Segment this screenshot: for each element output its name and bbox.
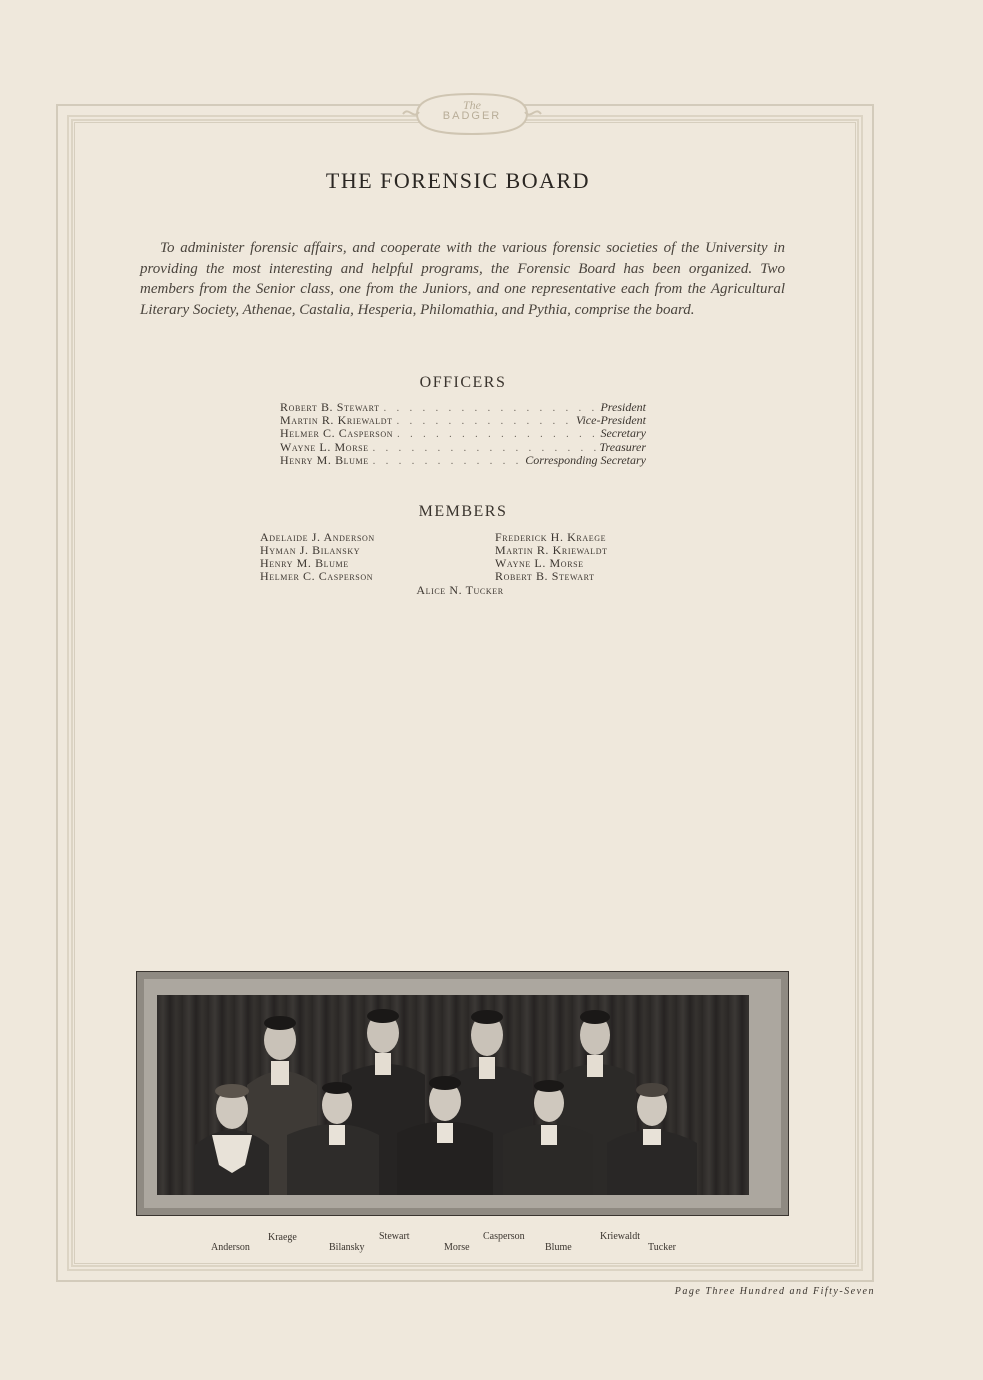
caption-top: Kraege: [268, 1232, 297, 1243]
members-list: [260, 531, 680, 583]
officer-name: Martin R. Kriewaldt: [280, 413, 393, 428]
member-name: Frederick H. Kraege: [495, 530, 607, 544]
officer-row: [280, 441, 646, 454]
officer-role: Corresponding Secretary: [525, 452, 646, 467]
member-name: Henry M. Blume: [260, 556, 349, 570]
group-photo-frame: [136, 971, 789, 1216]
officer-role: Vice-President: [576, 413, 646, 428]
officer-role: Treasurer: [599, 439, 646, 454]
page-number-footer: Page Three Hundred and Fifty-Seven: [674, 1286, 875, 1297]
caption-top: Casperson: [483, 1231, 525, 1242]
caption-top: Kriewaldt: [600, 1231, 640, 1242]
officer-name: Robert B. Stewart: [280, 400, 380, 414]
group-photo: [157, 995, 749, 1195]
caption-bottom: Tucker: [648, 1242, 676, 1253]
cartouche-badger: BADGER: [442, 110, 502, 122]
member-name: Wayne L. Morse: [495, 556, 584, 570]
members-heading: MEMBERS: [418, 503, 508, 520]
leader-dots: [397, 415, 572, 428]
member-name: Robert B. Stewart: [495, 569, 595, 583]
leader-dots: [397, 428, 596, 441]
caption-bottom: Anderson: [211, 1242, 250, 1253]
officer-name: Wayne L. Morse: [280, 439, 369, 454]
member-name: Hyman J. Bilansky: [260, 543, 361, 557]
caption-bottom: Morse: [444, 1242, 470, 1253]
officer-name: Helmer C. Casperson: [280, 426, 394, 441]
officer-name: Henry M. Blume: [280, 452, 369, 467]
badger-cartouche: [397, 90, 547, 138]
officer-role: President: [600, 400, 646, 414]
officer-role: Secretary: [600, 426, 646, 441]
member-name: Adelaide J. Anderson: [260, 530, 375, 544]
member-name: Helmer C. Casperson: [260, 569, 374, 583]
caption-top: Stewart: [379, 1231, 410, 1242]
caption-bottom: Bilansky: [329, 1242, 365, 1253]
leader-dots: [373, 455, 521, 468]
group-photo-figures: [157, 995, 749, 1195]
officers-list: [280, 401, 646, 467]
leader-dots: [384, 402, 597, 415]
cartouche-the: The: [463, 98, 481, 112]
officer-row: [280, 454, 646, 467]
caption-bottom: Blume: [545, 1242, 572, 1253]
officers-heading: OFFICERS: [419, 374, 507, 391]
officer-row: [280, 427, 646, 440]
intro-paragraph: To administer forensic affairs, and cooperate with the various forensic societies of the University in providing the most interesting and helpful programs, the Forensic Board has been organized. Two members from the Senior class, one from the Juniors, and one representative each from the Agricultural Literary Society, Athenae, Castalia, Hesperia, Philomathia, and Pythia, comprise the board.: [140, 240, 785, 318]
member-name: Martin R. Kriewaldt: [495, 543, 608, 557]
member-name-last: Alice N. Tucker: [416, 583, 504, 597]
page-title: THE FORENSIC BOARD: [325, 168, 591, 193]
